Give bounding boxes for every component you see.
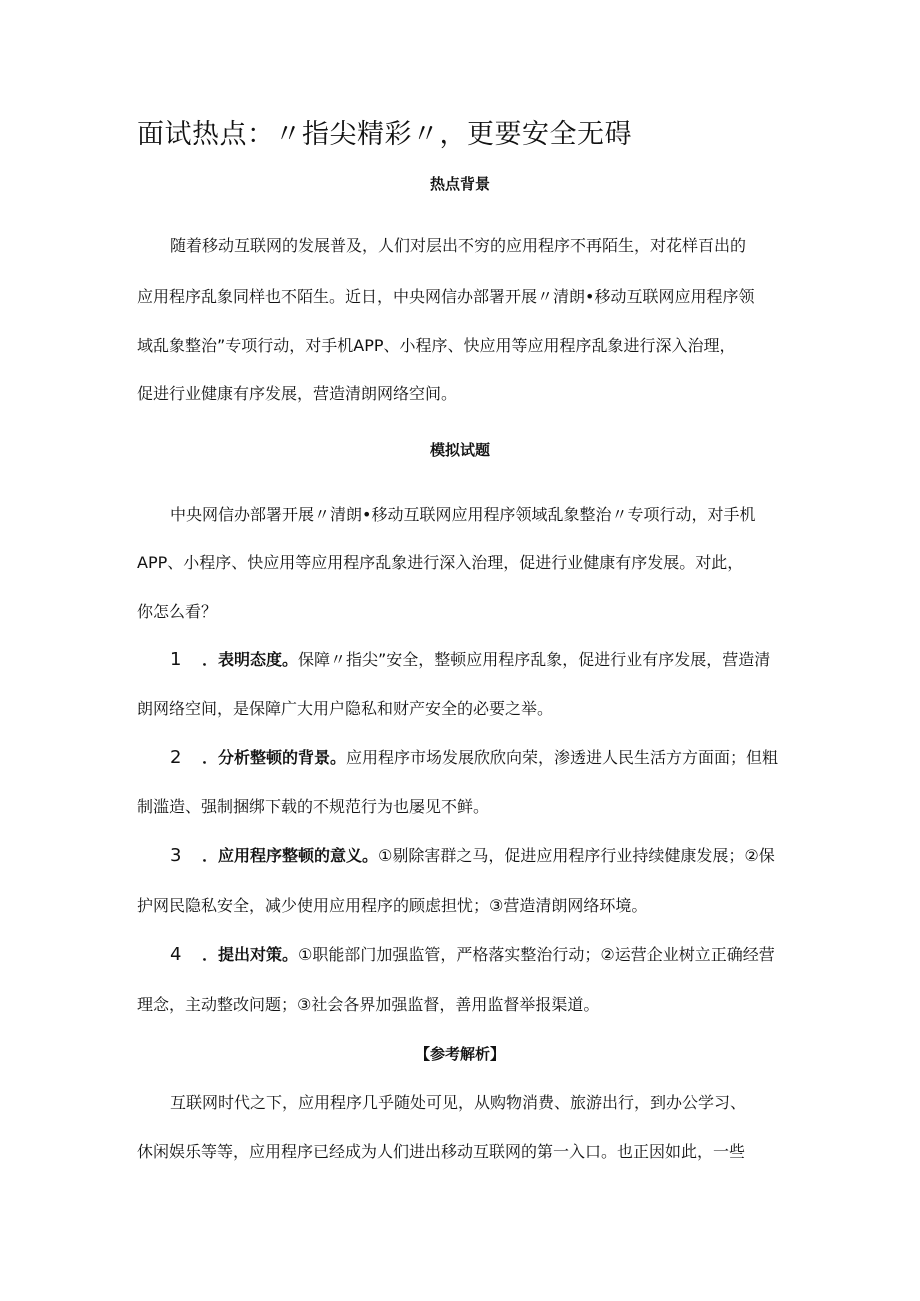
background-line: 随着移动互联网的发展普及，人们对层出不穷的应用程序不再陌生，对花样百出的	[170, 236, 747, 255]
question-line: APP、小程序、快应用等应用程序乱象进行深入治理，促进行业健康有序发展。对此，	[137, 553, 744, 572]
question-heading: 模拟试题	[429, 441, 490, 459]
point-text: ①剔除害群之马，促进应用程序行业持续健康发展；②保	[378, 846, 775, 865]
background-heading: 热点背景	[429, 175, 490, 193]
analysis-line: 互联网时代之下，应用程序几乎随处可见，从购物消费、旅游出行，到办公学习、	[170, 1093, 747, 1112]
analysis-heading: 【参考解析】	[414, 1045, 505, 1063]
question-line: 你怎么看？	[137, 602, 218, 621]
point-4	[170, 945, 775, 965]
background-line: 应用程序乱象同样也不陌生。近日，中央网信办部署开展〃清朗•移动互联网应用程序领	[137, 287, 755, 306]
point-3	[170, 846, 775, 866]
page-title: 面试热点：〃指尖精彩〃，更要安全无碍	[137, 119, 632, 150]
analysis-line: 休闲娱乐等等，应用程序已经成为人们进出移动互联网的第一入口。也正因如此，一些	[137, 1142, 746, 1161]
point-text: 保障〃指尖”安全，整顿应用程序乱象，促进行业有序发展，营造清	[298, 650, 771, 669]
point-number: 2	[170, 747, 182, 768]
point-lead: ．表明态度。	[202, 650, 299, 669]
point-number: 4	[170, 944, 182, 965]
point-1-continued: 朗网络空间，是保障广大用户隐私和财产安全的必要之举。	[137, 699, 554, 718]
point-1	[170, 650, 770, 670]
point-number: 3	[170, 845, 182, 866]
point-number: 1	[170, 649, 182, 670]
point-3-continued: 护网民隐私安全，减少使用应用程序的顾虑担忧；③营造清朗网络环境。	[137, 896, 648, 915]
background-line: 域乱象整治”专项行动，对手机APP、小程序、快应用等应用程序乱象进行深入治理，	[137, 336, 736, 355]
point-text: ①职能部门加强监管，严格落实整治行动；②运营企业树立正确经营	[298, 945, 775, 964]
point-lead: ．应用程序整顿的意义。	[202, 846, 379, 865]
point-lead: ．提出对策。	[202, 945, 299, 964]
point-2	[170, 748, 778, 768]
question-line: 中央网信办部署开展〃清朗•移动互联网应用程序领域乱象整治〃专项行动，对手机	[170, 505, 756, 524]
point-text: 应用程序市场发展欣欣向荣，渗透进人民生活方方面面；但粗	[346, 748, 779, 767]
background-line: 促进行业健康有序发展，营造清朗网络空间。	[137, 384, 458, 403]
point-lead: ．分析整顿的背景。	[202, 748, 347, 767]
point-2-continued: 制滥造、强制捆绑下载的不规范行为也屡见不鲜。	[137, 797, 490, 816]
point-4-continued: 理念，主动整改问题；③社会各界加强监督，善用监督举报渠道。	[137, 995, 600, 1014]
